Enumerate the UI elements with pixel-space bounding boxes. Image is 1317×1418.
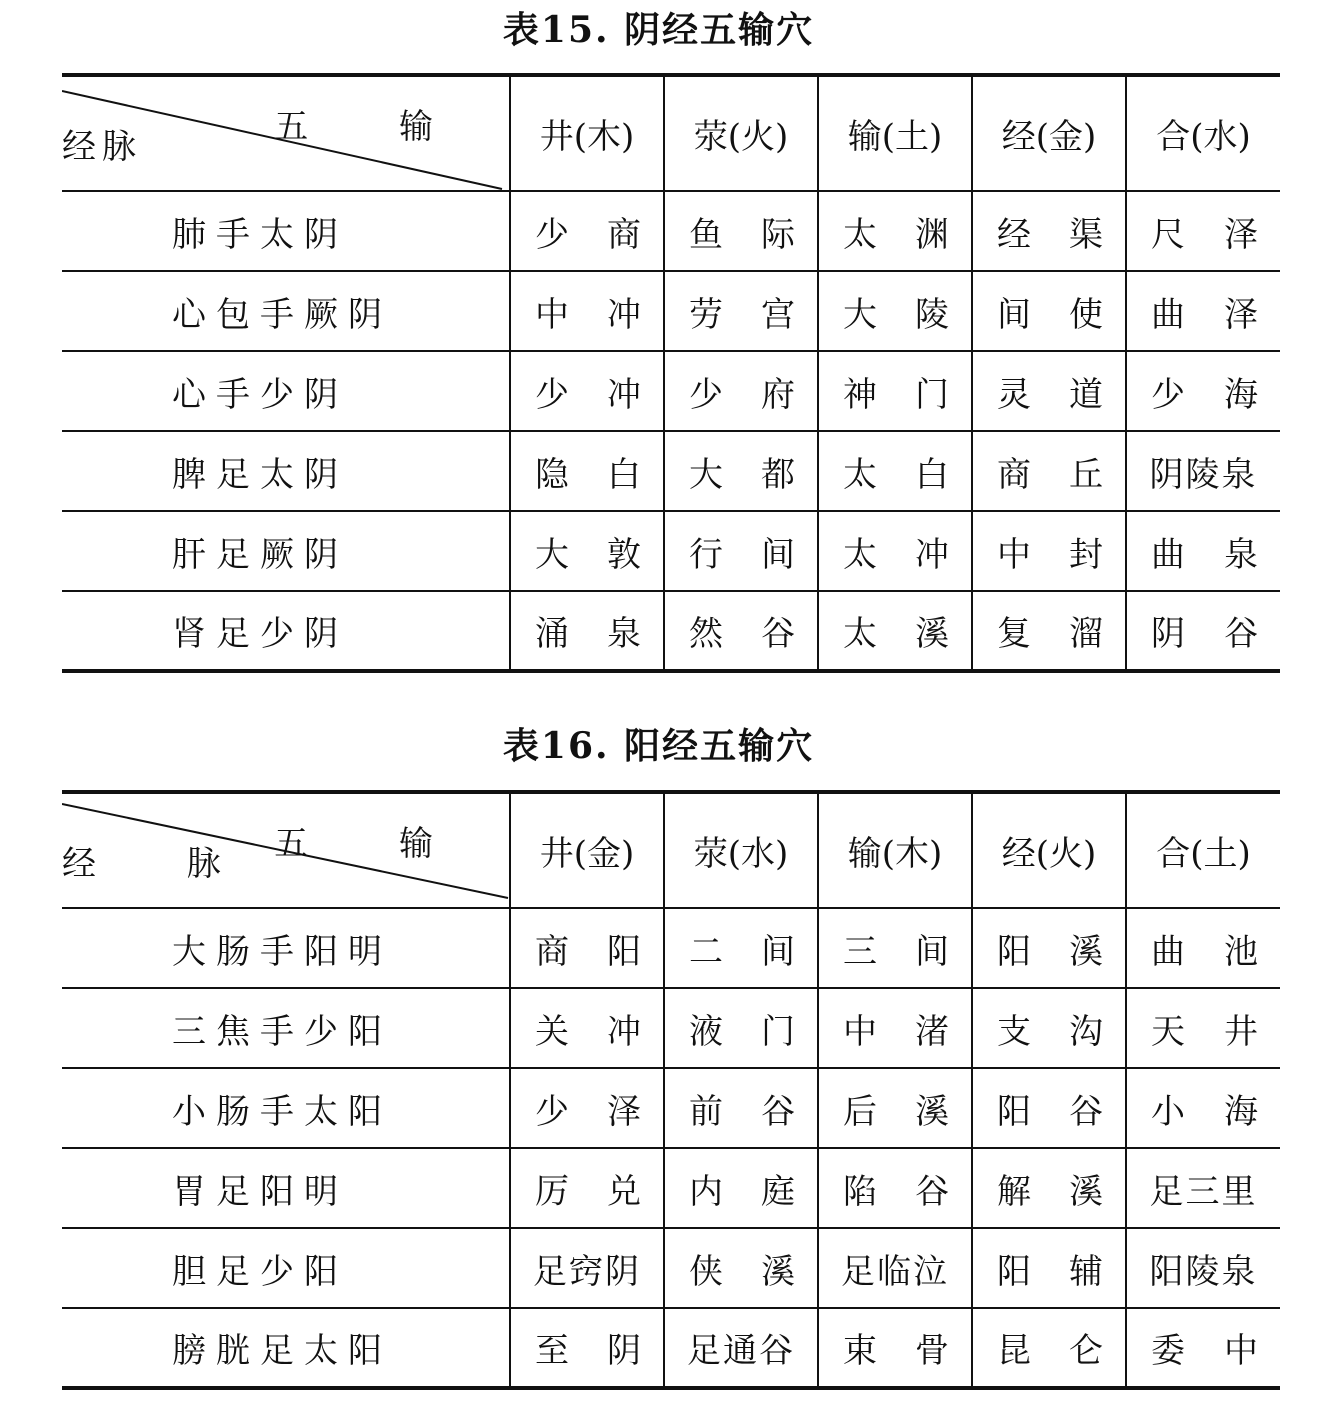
acupoint-cell [1126,271,1280,351]
column-header: 经(火) [972,792,1126,908]
acupoint-name: 阳陵泉 [1149,1251,1258,1292]
acupoint-cell [664,1228,818,1308]
acupoint-cell [664,431,818,511]
acupoint-name: 太 白 [843,454,949,495]
acupoint-name: 隐 白 [535,454,641,495]
acupoint-cell [972,988,1126,1068]
column-header: 经(金) [972,75,1126,191]
acupoint-name: 太 溪 [843,614,949,654]
acupoint-name: 解 溪 [997,1171,1103,1212]
corner-label-jingmai: 经 脉 [62,844,261,884]
acupoint-cell [818,191,972,271]
acupoint-name: 中 渚 [843,1011,949,1052]
acupoint-name: 天 井 [1151,1011,1258,1052]
acupoint-name: 少 海 [1151,374,1258,415]
acupoint-cell [818,1308,972,1388]
acupoint-cell [664,1068,818,1148]
acupoint-cell [510,1308,664,1388]
acupoint-name: 阳 辅 [997,1251,1103,1292]
table15 [62,73,1280,673]
meridian-name: 心包手厥阴 [62,271,510,351]
acupoint-cell [1126,591,1280,671]
acupoint-name: 大 陵 [843,294,949,335]
acupoint-name: 曲 泉 [1151,534,1258,575]
acupoint-name: 大 敦 [535,534,641,575]
meridian-name: 大肠手阳明 [62,908,510,988]
acupoint-cell [664,908,818,988]
acupoint-cell [972,908,1126,988]
acupoint-cell [510,431,664,511]
table15-corner-cell [62,75,510,191]
acupoint-name: 关 冲 [535,1011,641,1052]
acupoint-name: 商 阳 [535,931,641,972]
column-header: 输(土) [818,75,972,191]
acupoint-name: 然 谷 [689,614,795,654]
table-row [62,271,1280,351]
acupoint-name: 少 商 [535,214,641,255]
acupoint-name: 委 中 [1151,1331,1258,1371]
acupoint-name: 太 冲 [843,534,949,575]
acupoint-name: 足窍阴 [533,1251,641,1292]
acupoint-cell [510,271,664,351]
acupoint-cell [664,351,818,431]
acupoint-cell [972,511,1126,591]
acupoint-cell [664,271,818,351]
acupoint-cell [664,1308,818,1388]
acupoint-name: 曲 池 [1151,931,1258,972]
acupoint-cell [664,988,818,1068]
acupoint-name: 尺 泽 [1151,214,1258,255]
table15-header-row [62,75,1280,191]
column-header: 合(水) [1126,75,1280,191]
meridian-name: 心手少阴 [62,351,510,431]
column-header: 荥(水) [664,792,818,908]
acupoint-name: 阳 溪 [997,931,1103,972]
acupoint-name: 前 谷 [689,1091,795,1132]
corner-label-wushu: 五 输 [274,824,473,864]
acupoint-cell [1126,908,1280,988]
acupoint-cell [818,908,972,988]
acupoint-name: 复 溜 [997,614,1103,654]
meridian-name: 小肠手太阳 [62,1068,510,1148]
table-row [62,908,1280,988]
acupoint-cell [510,1068,664,1148]
acupoint-name: 束 骨 [843,1331,949,1371]
table-row [62,1228,1280,1308]
acupoint-name: 足临泣 [841,1251,949,1292]
table-row [62,1308,1280,1388]
acupoint-name: 陷 谷 [843,1171,949,1212]
acupoint-name: 阴 谷 [1151,614,1258,654]
acupoint-cell [510,351,664,431]
table16 [62,790,1280,1390]
meridian-name: 胆足少阳 [62,1228,510,1308]
acupoint-cell [664,591,818,671]
acupoint-cell [818,351,972,431]
acupoint-name: 内 庭 [689,1171,795,1212]
acupoint-cell [818,591,972,671]
table16-corner-cell [62,792,510,908]
acupoint-cell [1126,351,1280,431]
acupoint-name: 液 门 [689,1011,795,1052]
column-header: 合(土) [1126,792,1280,908]
meridian-name: 肺手太阴 [62,191,510,271]
acupoint-name: 支 沟 [997,1011,1103,1052]
acupoint-cell [664,1148,818,1228]
acupoint-name: 厉 兑 [535,1171,641,1212]
acupoint-cell [818,511,972,591]
acupoint-cell [510,908,664,988]
acupoint-cell [1126,1068,1280,1148]
acupoint-cell [1126,1308,1280,1388]
corner-label-wushu: 五 输 [274,107,473,147]
acupoint-cell [972,191,1126,271]
column-header: 荥(火) [664,75,818,191]
meridian-name: 三焦手少阳 [62,988,510,1068]
acupoint-cell [972,1228,1126,1308]
acupoint-cell [510,1228,664,1308]
acupoint-name: 曲 泽 [1151,294,1258,335]
acupoint-name: 后 溪 [843,1091,949,1132]
acupoint-name: 侠 溪 [689,1251,795,1292]
acupoint-name: 小 海 [1151,1091,1258,1132]
acupoint-cell [972,271,1126,351]
acupoint-cell [1126,1228,1280,1308]
acupoint-name: 少 府 [689,374,795,415]
acupoint-cell [510,511,664,591]
acupoint-name: 太 渊 [843,214,949,255]
acupoint-name: 大 都 [689,454,795,495]
table16-caption: 表16. 阳经五输穴 [502,725,815,767]
acupoint-name: 灵 道 [997,374,1103,415]
acupoint-cell [510,191,664,271]
acupoint-name: 足通谷 [687,1331,795,1371]
meridian-name: 肾足少阴 [62,591,510,671]
meridian-name: 膀胱足太阳 [62,1308,510,1388]
acupoint-name: 至 阴 [535,1331,641,1371]
acupoint-cell [510,1148,664,1228]
acupoint-cell [664,511,818,591]
acupoint-cell [818,1068,972,1148]
acupoint-cell [972,591,1126,671]
acupoint-name: 三 间 [843,931,949,972]
acupoint-name: 间 使 [997,294,1103,335]
acupoint-name: 商 丘 [997,454,1103,495]
acupoint-cell [818,988,972,1068]
table-row [62,988,1280,1068]
column-header: 井(金) [510,792,664,908]
acupoint-name: 足三里 [1149,1171,1258,1212]
meridian-name: 胃足阳明 [62,1148,510,1228]
meridian-name: 脾足太阴 [62,431,510,511]
acupoint-name: 神 门 [843,374,949,415]
acupoint-name: 二 间 [689,931,795,972]
acupoint-name: 阳 谷 [997,1091,1103,1132]
acupoint-name: 少 泽 [535,1091,641,1132]
table-row [62,591,1280,671]
acupoint-cell [664,191,818,271]
acupoint-cell [972,1308,1126,1388]
acupoint-name: 劳 宫 [689,294,795,335]
acupoint-cell [972,351,1126,431]
acupoint-cell [972,1068,1126,1148]
acupoint-cell [1126,431,1280,511]
acupoint-cell [510,988,664,1068]
table-row [62,511,1280,591]
table-row [62,431,1280,511]
acupoint-cell [972,431,1126,511]
acupoint-name: 中 封 [997,534,1103,575]
acupoint-cell [818,271,972,351]
table-row [62,191,1280,271]
table15-caption: 表15. 阴经五输穴 [502,9,815,51]
acupoint-name: 经 渠 [997,214,1103,255]
acupoint-cell [972,1148,1126,1228]
meridian-name: 肝足厥阴 [62,511,510,591]
table16-header-row [62,792,1280,908]
table-row [62,1068,1280,1148]
acupoint-cell [1126,988,1280,1068]
column-header: 输(木) [818,792,972,908]
acupoint-cell [510,591,664,671]
acupoint-name: 昆 仑 [997,1331,1103,1371]
acupoint-cell [818,1148,972,1228]
table-row [62,1148,1280,1228]
acupoint-cell [1126,1148,1280,1228]
column-header: 井(木) [510,75,664,191]
acupoint-cell [1126,191,1280,271]
acupoint-name: 行 间 [689,534,795,575]
acupoint-cell [818,1228,972,1308]
acupoint-cell [1126,511,1280,591]
acupoint-name: 涌 泉 [535,614,641,654]
acupoint-name: 中 冲 [535,294,641,335]
corner-label-jingmai: 经脉 [62,127,142,167]
acupoint-name: 阴陵泉 [1149,454,1258,495]
acupoint-cell [818,431,972,511]
table-row [62,351,1280,431]
acupoint-name: 少 冲 [535,374,641,415]
acupoint-name: 鱼 际 [689,214,795,255]
